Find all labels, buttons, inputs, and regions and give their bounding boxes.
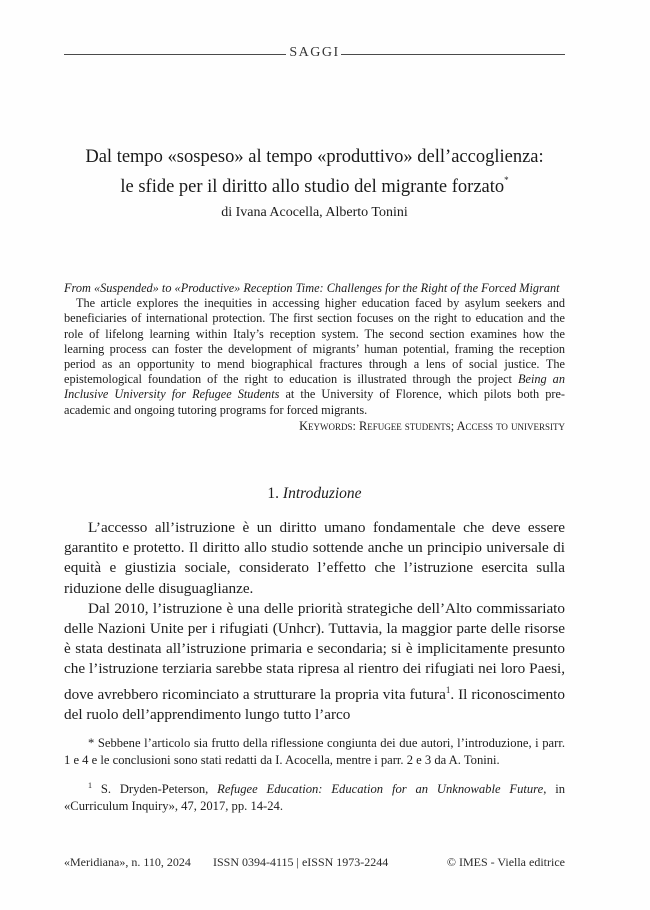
abstract	[64, 281, 565, 434]
abstract-english-title: From «Suspended» to «Productive» Reception Time: Challenges for the Right of the Forced Migrant	[64, 281, 560, 295]
abstract-project-name: Being an Inclusive University for Refugee Students	[64, 372, 565, 402]
footnotes	[64, 735, 565, 823]
section-heading	[64, 485, 565, 503]
paragraph-2-text-cont: . Il riconoscimento del ruolo dell’apprendimento lungo tutto l’arco	[64, 685, 565, 723]
footnote-1-text-b: , in «Curriculum Inquiry», 47, 2017, pp. 14-24.	[64, 782, 565, 814]
footer-journal: «Meridiana», n. 110, 2024	[64, 855, 191, 869]
footnote-1-text-a: S. Dryden-Peterson,	[92, 782, 218, 797]
paragraph-2-text: Dal 2010, l’istruzione è una delle priorità strategiche dell’Alto commissariato delle Nazioni Unite per i rifugiati (Unhcr). Tuttavia, la maggior parte delle risorse è stata destinata all’istruzione primaria e secondaria; si è implicitamente presunto che l’istruzione terziaria sarebbe stata ripresa al rientro dei rifugiati nei loro Paesi, dove avrebbero ricominciato a strutturare la propria vita futura	[64, 599, 565, 703]
footer-issn: ISSN 0394-4115 | eISSN 1973-2244	[213, 855, 389, 869]
footnote-1-title: Refugee Education: Education for an Unknowable Future	[217, 782, 544, 797]
abstract-text-2: at the University of Florence, which pilots both pre-academic and ongoing tutoring programs for forced migrants.	[64, 387, 565, 417]
keywords-values: Refugee students; Access to university	[359, 418, 565, 433]
main-text	[64, 518, 565, 725]
footnote-1-number: 1	[88, 781, 92, 790]
footer-publisher: © IMES - Viella editrice	[446, 855, 565, 869]
footnote-1	[64, 777, 565, 815]
running-header	[64, 44, 565, 64]
abstract-body	[64, 296, 565, 418]
abstract-text-1: The article explores the inequities in accessing higher education faced by asylum seekers and beneficiaries of international protection. The first section focuses on the right to education and the role of lifelong learning within Italy’s reception system. The second section examines how the learning process can foster the development of migrants’ human potential, framing the reception period as an opportunity to mend biographical fractures through a lens of social justice. The epistemological foundation of the right to education is illustrated through the project	[64, 296, 565, 387]
footnote-ref-1: 1	[445, 684, 451, 695]
title-line-2	[64, 170, 565, 200]
title-line-2-text: le sfide per il diritto allo studio del migrante forzato	[120, 177, 505, 198]
article-title	[64, 145, 565, 200]
title-line-1: Dal tempo «sospeso» al tempo «produttivo» dell’accoglienza:	[85, 147, 544, 167]
paragraph-1: L’accesso all’istruzione è un diritto umano fondamentale che deve essere garantito e protetto. Il diritto allo studio sottende anche un principio universale di equità e giustizia sociale, considerato l’effetto che l’istruzione esercita sulla riduzione delle disuguaglianze.	[64, 519, 565, 597]
title-note-mark: *	[504, 175, 509, 185]
page-footer	[64, 855, 565, 873]
section-title: Introduzione	[282, 485, 362, 502]
section-label: SAGGI	[289, 45, 340, 60]
article-authors: di Ivana Acocella, Alberto Tonini	[221, 205, 408, 220]
footnote-star: * Sebbene l’articolo sia frutto della riflessione congiunta dei due autori, l’introduzione, i parr. 1 e 4 e le conclusioni sono stati redatti da I. Acocella, mentre i parr. 2 e 3 da A. Tonini.	[64, 736, 565, 767]
keywords-label: Keywords:	[299, 418, 356, 433]
section-number: 1.	[267, 485, 280, 502]
abstract-keywords	[64, 419, 565, 434]
paragraph-2	[64, 599, 565, 725]
article-page	[64, 0, 565, 910]
header-rule-right	[341, 54, 565, 55]
